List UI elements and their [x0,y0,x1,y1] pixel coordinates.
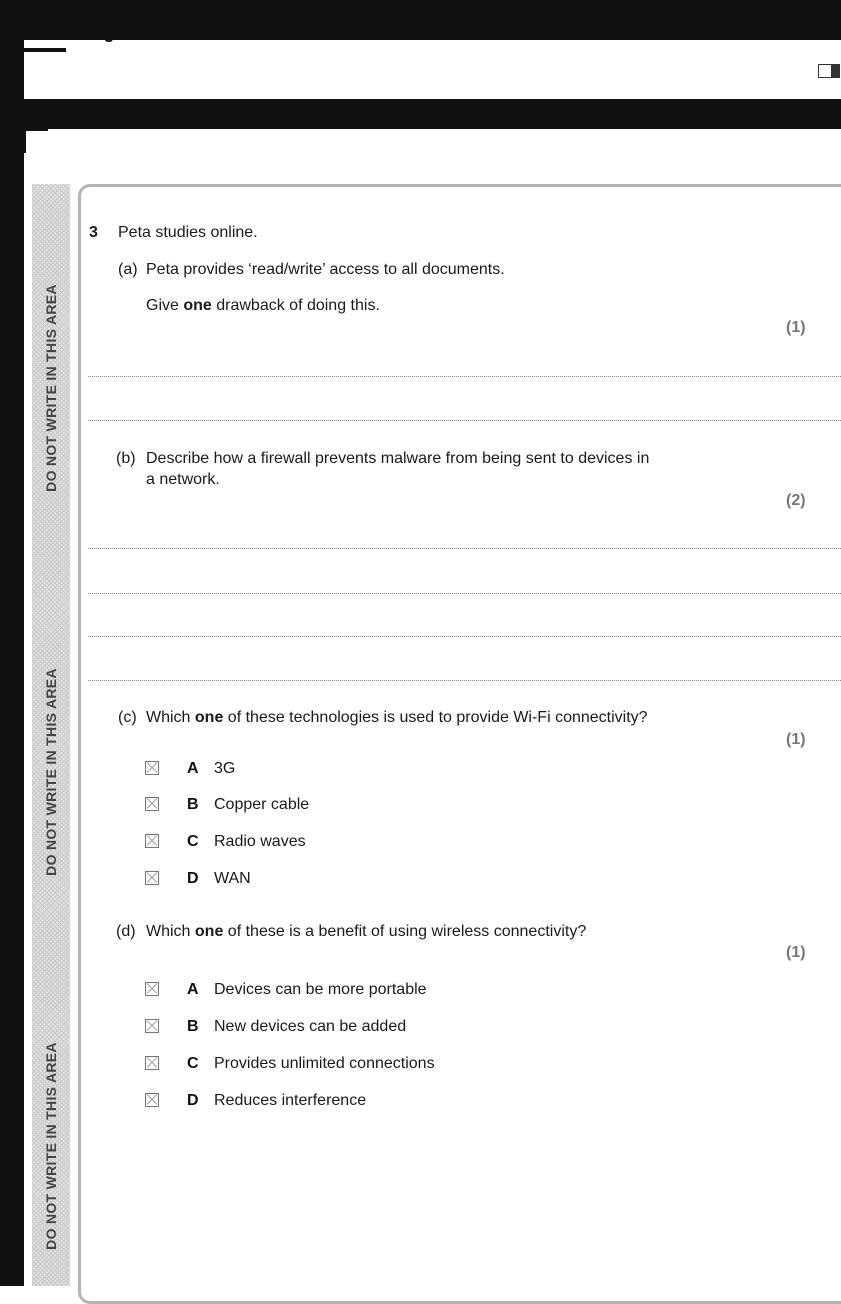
margin-warning-1: DO NOT WRITE IN THIS AREA [43,284,59,492]
part-d-checkbox-c[interactable] [145,1056,159,1070]
part-d-text-post: of these is a benefit of using wireless connectivity? [223,923,587,940]
part-d-text-bold: one [194,923,224,940]
answer-line-b2[interactable] [88,593,841,594]
part-c-text [146,709,648,727]
part-d-letter-a: A [187,981,199,998]
part-d-letter-b: B [187,1018,199,1035]
part-c-option-b: Copper cable [214,796,310,813]
left-black-bar [0,0,24,1286]
part-a-label: (a) [118,261,138,278]
part-c-option-d: WAN [214,870,251,887]
answer-line-a1[interactable] [88,376,841,377]
part-c-text-pre: Which [146,709,195,726]
part-a-instruction [146,297,380,315]
answer-line-a2[interactable] [88,420,841,421]
part-d-checkbox-a[interactable] [145,982,159,996]
part-a-text: Peta provides ‘read/write’ access to all documents. [146,261,505,278]
question-number: 3 [89,224,98,241]
header-band-edge [24,129,26,153]
part-a-instruction-pre: Give [146,297,184,314]
part-d-label: (d) [116,923,136,940]
part-b-text-line2: a network. [146,471,220,488]
part-a-instruction-post: drawback of doing this. [211,297,380,314]
top-black-bar [0,0,841,40]
part-c-letter-b: B [187,796,199,813]
question-stem: Peta studies online. [118,224,258,241]
part-d-checkbox-b[interactable] [145,1019,159,1033]
answer-line-b4[interactable] [88,680,841,681]
part-c-checkbox-d[interactable] [145,871,159,885]
part-d-text [146,923,586,941]
part-c-option-c: Radio waves [214,833,306,850]
part-c-label: (c) [118,709,137,726]
part-c-checkbox-c[interactable] [145,834,159,848]
part-d-checkbox-d[interactable] [145,1093,159,1107]
part-c-checkbox-b[interactable] [145,797,159,811]
part-a-marks: (1) [786,319,806,336]
part-d-marks: (1) [786,944,806,961]
part-d-option-c: Provides unlimited connections [214,1055,435,1072]
part-c-letter-c: C [187,833,199,850]
answer-line-b3[interactable] [88,636,841,637]
answer-frame [78,184,841,1304]
part-b-label: (b) [116,450,136,467]
margin-warning-3: DO NOT WRITE IN THIS AREA [43,1042,59,1250]
part-d-option-a: Devices can be more portable [214,981,427,998]
part-d-text-pre: Which [146,923,195,940]
part-b-marks: (2) [786,492,806,509]
part-d-option-b: New devices can be added [214,1018,407,1035]
part-c-marks: (1) [786,731,806,748]
header-band-notch [24,129,48,131]
answer-line-b1[interactable] [88,548,841,549]
part-d-letter-c: C [187,1055,199,1072]
part-c-text-post: of these technologies is used to provide Wi-Fi connectivity? [223,709,648,726]
part-c-checkbox-a[interactable] [145,761,159,775]
part-c-letter-d: D [187,870,199,887]
part-b-text-line1: Describe how a firewall prevents malware from being sent to devices in [146,450,650,467]
part-d-letter-d: D [187,1092,199,1109]
part-c-letter-a: A [187,760,199,777]
header-band [24,99,841,129]
margin-warning-2: DO NOT WRITE IN THIS AREA [43,668,59,876]
header-rule [24,48,66,52]
corner-box-icon [818,64,840,78]
part-c-text-bold: one [194,709,224,726]
part-d-option-d: Reduces interference [214,1092,367,1109]
part-a-instruction-bold: one [183,297,212,314]
part-c-option-a: 3G [214,760,236,777]
page-number: 8 [104,30,114,46]
